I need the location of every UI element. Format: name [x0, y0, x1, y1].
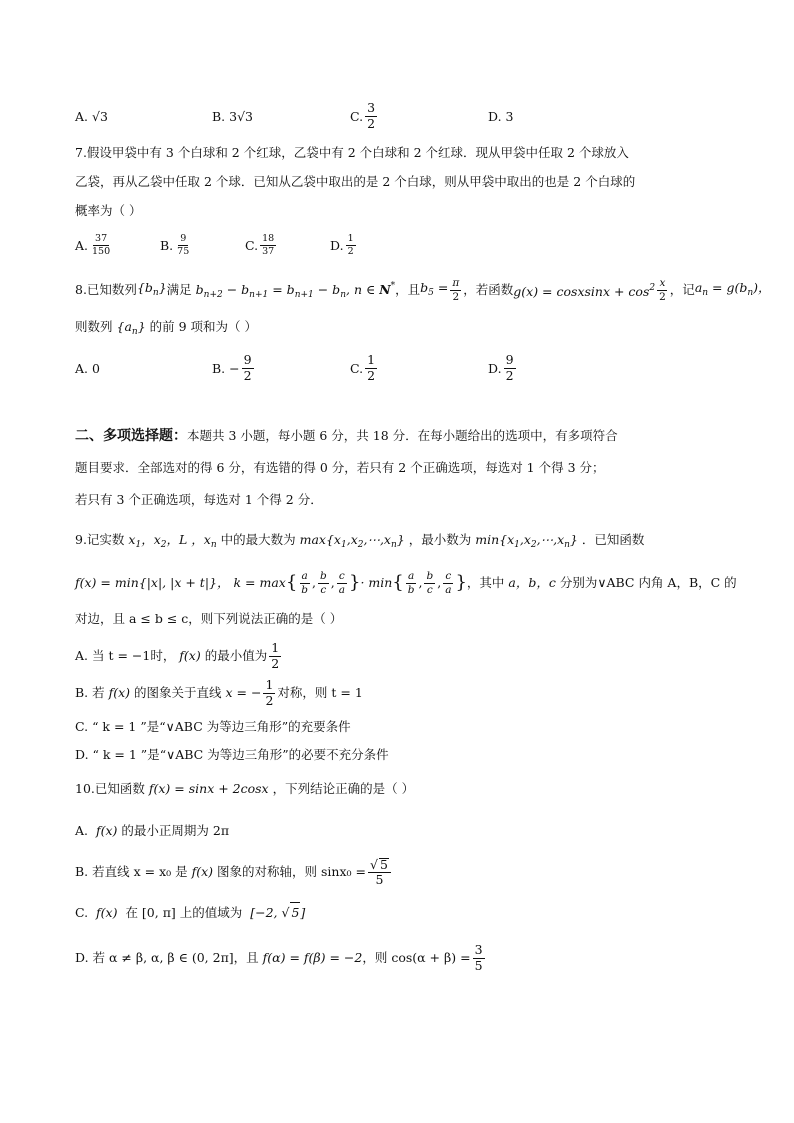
q8-option-a[interactable]: A. 0: [75, 360, 100, 376]
q9-line-3: 对边，且 a ≤ b ≤ c，则下列说法正确的是（ ）: [75, 611, 343, 626]
q8-options: [75, 348, 735, 388]
q6-option-c-fraction: $\frac{3}{2}$: [367, 100, 376, 131]
q9-min-def: $\min\{x_1,x_2,\cdots,x_n\}$: [475, 532, 578, 550]
q10-option-b[interactable]: B. 若直线 x = x₀ 是 f(x) 图象的对称轴，则 sinx₀ = $\frac{√ 5}{5}$: [75, 855, 735, 889]
q8-option-c[interactable]: C. $\frac{1}{2}$: [350, 352, 376, 383]
section2-line-3: 若只有 3 个正确选项，每选对 1 个得 2 分．: [75, 492, 323, 507]
q7-options: [75, 225, 735, 265]
q9-option-a[interactable]: A. 当 t = −1时， f(x) 的最小值为 $\frac{1}{2}$: [75, 640, 280, 671]
q7-option-b[interactable]: B. $\frac{9}{75}$: [160, 233, 190, 257]
q7-line-1: 7.假设甲袋中有 3 个白球和 2 个红球，乙袋中有 2 个白球和 2 个红球．现从甲袋中任取 2 个球放入: [75, 145, 629, 160]
q10-line-1: 10.已知函数 f(x) = sinx + 2cosx ，下列结论正确的是（ ）: [75, 781, 415, 796]
q7-line-2: 乙袋，再从乙袋中任取 2 个球．已知从乙袋中取出的是 2 个白球，则从甲袋中取出的也是 2 个白球的: [75, 174, 636, 189]
q7-option-d[interactable]: D. $\frac{1}{2}$: [330, 233, 354, 257]
q10-function-f: f(x) = sinx + 2cosx: [148, 781, 269, 796]
q6-option-c[interactable]: C. $\frac{3}{2}$: [350, 100, 376, 131]
q6-option-d[interactable]: D. 3: [488, 108, 514, 124]
q7-option-c[interactable]: C. $\frac{18}{37}$: [245, 233, 275, 257]
section2-line-2: 题目要求．全部选对的得 6 分，有选错的得 0 分，若只有 2 个正确选项，每选对 1 个得 3 分；: [75, 460, 605, 475]
q6-option-a[interactable]: A. √3: [75, 108, 108, 124]
section2-line-1: 二、多项选择题：本题共 3 小题，每小题 6 分，共 18 分．在每小题给出的选项中，有多项符合: [75, 428, 618, 444]
q10-option-a[interactable]: A. f(x) 的最小正周期为 2π: [75, 823, 230, 838]
q8-line-2: 则数列 $\{a_n\}$ 的前 9 项和为（ ）: [75, 319, 258, 337]
q8-b5: $b_5$ =: [420, 279, 449, 298]
q8-seq-b: $\{b_n\}$: [136, 279, 167, 298]
q10-option-d[interactable]: D. 若 α ≠ β, α, β ∈ (0, 2π]，且 f(α) = f(β) = −2 ，则 cos(α + β) = $\frac{3}{5}$: [75, 942, 483, 973]
q9-option-b[interactable]: B. 若 f(x) 的图象关于直线 x = − $\frac{1}{2}$ 对称，则 t = 1: [75, 677, 363, 708]
q9-function-f: f(x) = min{|x|, |x + t|}， k = max: [75, 575, 286, 590]
q6-option-b[interactable]: B. 3√3: [212, 108, 254, 124]
q6-options: [75, 96, 735, 136]
q8-function-g: g(x) = cosxsinx + $\cos^2$: [513, 283, 656, 299]
q10-option-c[interactable]: C. f(x) 在 [0, π] 上的值域为 [−2, √ 5]: [75, 902, 735, 923]
q8-recurrence: $b_{n+2} - b_{n+1} = b_{n+1} - b_n$, n ∈ N*: [191, 280, 396, 300]
q7-line-3: 概率为（ ）: [75, 203, 142, 218]
section2-heading: 二、多项选择题：: [75, 428, 187, 444]
q9-max-def: $\max\{x_1,x_2,\cdots,x_n\}$: [299, 532, 405, 550]
q9-option-d[interactable]: D. “ k = 1 ”是“∨ABC 为等边三角形”的必要不充分条件: [75, 747, 389, 762]
q7-option-a[interactable]: A. $\frac{37}{150}$: [75, 233, 111, 257]
q8-an-def: $a_n = g(b_n)$，: [694, 279, 771, 298]
q8-option-b[interactable]: B. − $\frac{9}{2}$: [212, 352, 252, 383]
q9-option-c[interactable]: C. “ k = 1 ”是“∨ABC 为等边三角形”的充要条件: [75, 719, 351, 734]
q8-line-1: 8.已知数列 $\{b_n\}$ 满足 $b_{n+2} - b_{n+1} = b_{n+1} - b_n$, n ∈ N* ，且 $b_5$ = $\frac{\pi}{2}$ ，若函数 g(x) = cosxsinx + $\cos^2$ $\frac{x}{2}$ ，记 $a_n = g(b_n)$，: [75, 277, 771, 303]
q8-option-d[interactable]: D. $\frac{9}{2}$: [488, 352, 514, 383]
q9-line-2: f(x) = min{|x|, |x + t|}， k = max { $\frac{a}{b}$ , $\frac{b}{c}$ , $\frac{c}{a}$ } · min { $\frac{a}{b}$ , $\frac{b}{c}$ , $\frac{c}{a}$ } ，其中 a，b，c 分别为∨ABC 内角 A，B，C 的: [75, 570, 737, 596]
q9-line-1: 9.记实数 $x_1$，$x_2$，L ，$x_n$ 中的最大数为 $\max\{x_1,x_2,\cdots,x_n\}$ ，最小数为 $\min\{x_1,x_2,\cdots,x_n\}$ ．已知函数: [75, 532, 645, 550]
